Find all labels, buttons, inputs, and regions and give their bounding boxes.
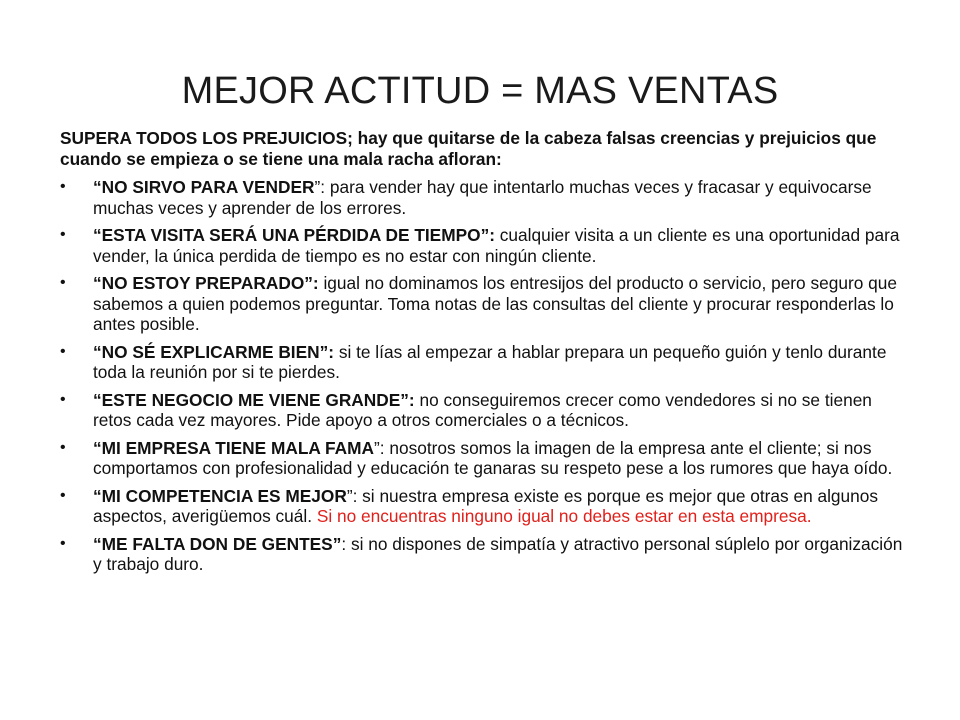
bullet-item bbox=[60, 390, 912, 431]
bullet-dot-icon: • bbox=[60, 274, 66, 291]
bullet-dot-icon: • bbox=[60, 438, 66, 456]
bullet-dot-icon: • bbox=[60, 390, 66, 408]
bullet-label: “ME FALTA DON DE GENTES” bbox=[93, 533, 342, 554]
bullet-label: “NO SIRVO PARA VENDER bbox=[93, 177, 315, 197]
bullet-item bbox=[60, 486, 912, 527]
bullet-item bbox=[60, 225, 912, 266]
bullet-item bbox=[60, 273, 912, 335]
bullet-highlight-text: Si no encuentras ninguno igual no debes estar en esta empresa. bbox=[316, 506, 812, 526]
slide-body bbox=[60, 128, 912, 582]
bullet-text: : si no dispones de simpatía y atractivo personal súplelo por organización y trabajo duro. bbox=[93, 533, 903, 574]
bullet-text: cualquier visita a un cliente es una oportunidad para vender, la única perdida de tiempo es no estar con ningún cliente. bbox=[93, 225, 900, 266]
bullet-label: “ESTE NEGOCIO ME VIENE GRANDE”: bbox=[93, 389, 415, 410]
bullet-dot-icon: • bbox=[60, 226, 66, 243]
bullet-item bbox=[60, 534, 912, 575]
bullet-label: “MI EMPRESA TIENE MALA FAMA bbox=[93, 437, 374, 458]
bullet-label: “NO ESTOY PREPARADO”: bbox=[93, 273, 319, 293]
bullet-dot-icon: • bbox=[60, 486, 66, 504]
bullet-item bbox=[60, 438, 912, 479]
bullet-text: ”: si nuestra empresa existe es porque es mejor que otras en algunos aspectos, averigüemos cuál. bbox=[93, 485, 879, 526]
bullet-label: “MI COMPETENCIA ES MEJOR bbox=[93, 485, 347, 506]
bullet-item bbox=[60, 177, 912, 218]
bullet-dot-icon: • bbox=[60, 534, 66, 552]
bullet-text: ”: para vender hay que intentarlo muchas veces y fracasar y equivocarse muchas veces y aprender de los errores. bbox=[93, 177, 872, 218]
bullet-item bbox=[60, 342, 912, 383]
bullet-text: igual no dominamos los entresijos del producto o servicio, pero seguro que sabemos a quien podemos preguntar. Toma notas de las consultas del cliente y procurar responderlas lo antes posible. bbox=[93, 273, 897, 334]
bullet-text: no conseguiremos crecer como vendedores si no se tienen retos cada vez mayores. Pide apoyo a otros comerciales o a técnicos. bbox=[93, 389, 872, 430]
bullet-label: “NO SÉ EXPLICARME BIEN”: bbox=[93, 341, 335, 362]
bullet-label: “ESTA VISITA SERÁ UNA PÉRDIDA DE TIEMPO”: bbox=[93, 225, 495, 245]
slide-title: MEJOR ACTITUD = MAS VENTAS bbox=[181, 70, 779, 112]
intro-paragraph: SUPERA TODOS LOS PREJUICIOS; hay que quitarse de la cabeza falsas creencias y prejuicios que cuando se empieza o se tiene una mala racha afloran: bbox=[60, 128, 877, 169]
bullet-dot-icon: • bbox=[60, 342, 66, 360]
bullet-dot-icon: • bbox=[60, 178, 66, 195]
bullet-text: ”: nosotros somos la imagen de la empresa ante el cliente; si nos comportamos con profesionalidad y educación te ganaras su respeto pese a los rumores que haya oído. bbox=[93, 437, 893, 478]
bullet-list bbox=[60, 177, 912, 575]
bullet-text: si te lías al empezar a hablar prepara un pequeño guión y tenlo durante toda la reunión por si te pierdes. bbox=[93, 341, 887, 382]
